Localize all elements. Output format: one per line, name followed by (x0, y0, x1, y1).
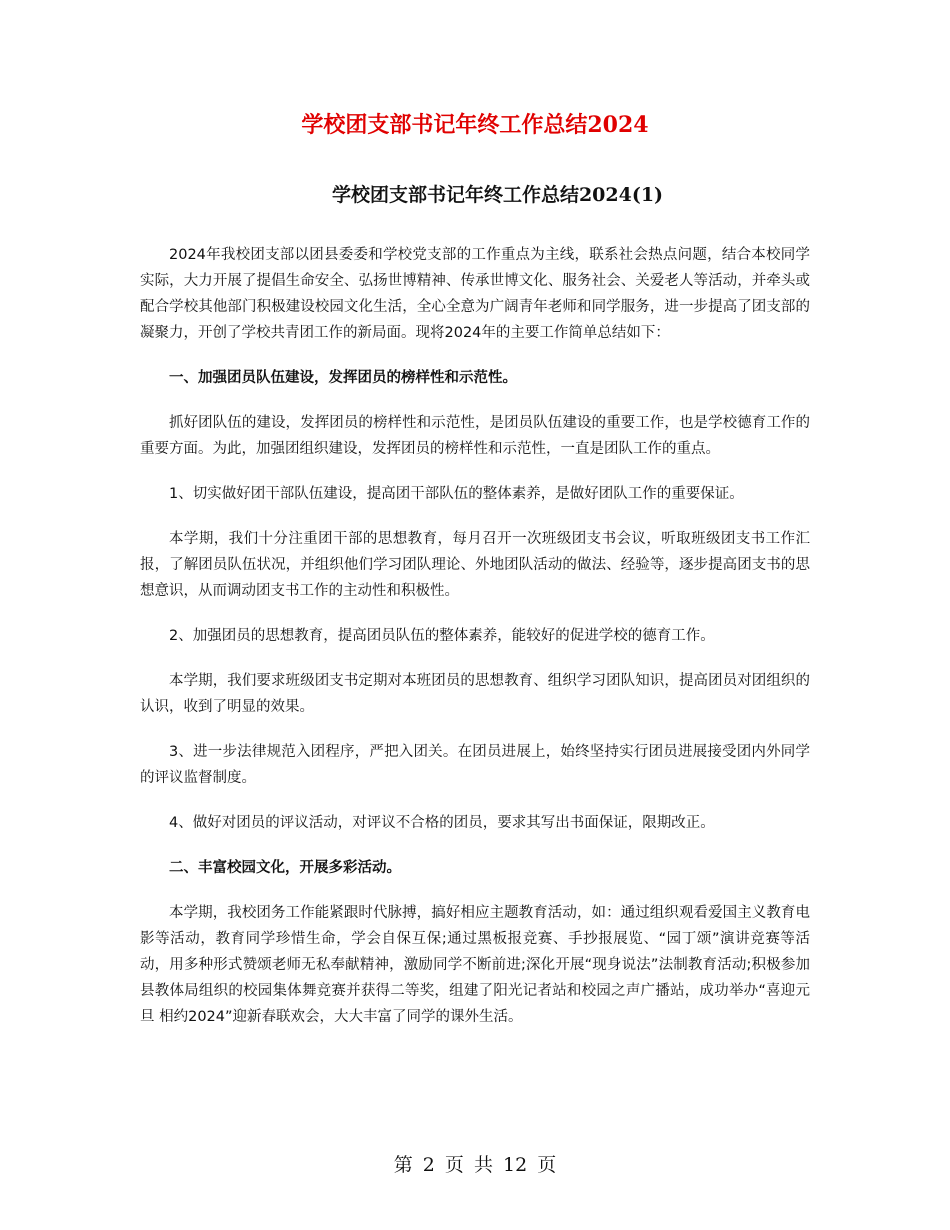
document-title: 学校团支部书记年终工作总结2024 (301, 112, 649, 138)
paragraph: 3、进一步法律规范入团程序，严把入团关。在团员进展上，始终坚持实行团员进展接受团内外同学的评议监督制度。 (140, 744, 810, 786)
paragraph: 抓好团队伍的建设，发挥团员的榜样性和示范性，是团员队伍建设的重要工作，也是学校德育工作的重要方面。为此，加强团组织建设，发挥团员的榜样性和示范性，一直是团队工作的重点。 (140, 415, 810, 457)
paragraph: 本学期，我们十分注重团干部的思想教育，每月召开一次班级团支书会议，听取班级团支书工作汇报，了解团员队伍状况，并组织他们学习团队理论、外地团队活动的做法、经验等，逐步提高团支书的思想意识，从而调动团支书工作的主动性和积极性。 (140, 531, 810, 599)
document-subtitle: 学校团支部书记年终工作总结2024(1) (331, 184, 664, 206)
section-heading: 二、丰富校园文化，开展多彩活动。 (169, 860, 401, 876)
page-number: 第 2 页 共 12 页 (393, 1154, 557, 1176)
paragraph: 本学期，我们要求班级团支书定期对本班团员的思想教育、组织学习团队知识，提高团员对团组织的认识，收到了明显的效果。 (140, 673, 810, 715)
paragraph: 2、加强团员的思想教育，提高团员队伍的整体素养，能较好的促进学校的德育工作。 (169, 628, 715, 644)
document-body (140, 242, 810, 1049)
paragraph: 1、切实做好团干部队伍建设，提高团干部队伍的整体素养，是做好团队工作的重要保证。 (169, 486, 744, 502)
section-heading: 一、加强团员队伍建设，发挥团员的榜样性和示范性。 (169, 370, 517, 386)
paragraph: 2024年我校团支部以团县委委和学校党支部的工作重点为主线，联系社会热点问题，结合本校同学实际，大力开展了提倡生命安全、弘扬世博精神、传承世博文化、服务社会、关爱老人等活动，并牵头或配合学校其他部门积极建设校园文化生活，全心全意为广阔青年老师和同学服务，进一步提高了团支部的凝聚力，开创了学校共青团工作的新局面。现将2024年的主要工作简单总结如下： (140, 247, 810, 341)
paragraph: 本学期，我校团务工作能紧跟时代脉搏，搞好相应主题教育活动，如：通过组织观看爱国主义教育电影等活动，教育同学珍惜生命，学会自保互保;通过黑板报竞赛、手抄报展览、“园丁颂”演讲竞赛等活动，用多种形式赞颂老师无私奉献精神，激励同学不断前进;深化开展“现身说法”法制教育活动;积极参加县教体局组织的校园集体舞竞赛并获得二等奖，组建了阳光记者站和校园之声广播站，成功举办“喜迎元旦 相约2024”迎新春联欢会，大大丰富了同学的课外生活。 (140, 905, 810, 1025)
paragraph: 4、做好对团员的评议活动，对评议不合格的团员，要求其写出书面保证，限期改正。 (169, 815, 715, 831)
